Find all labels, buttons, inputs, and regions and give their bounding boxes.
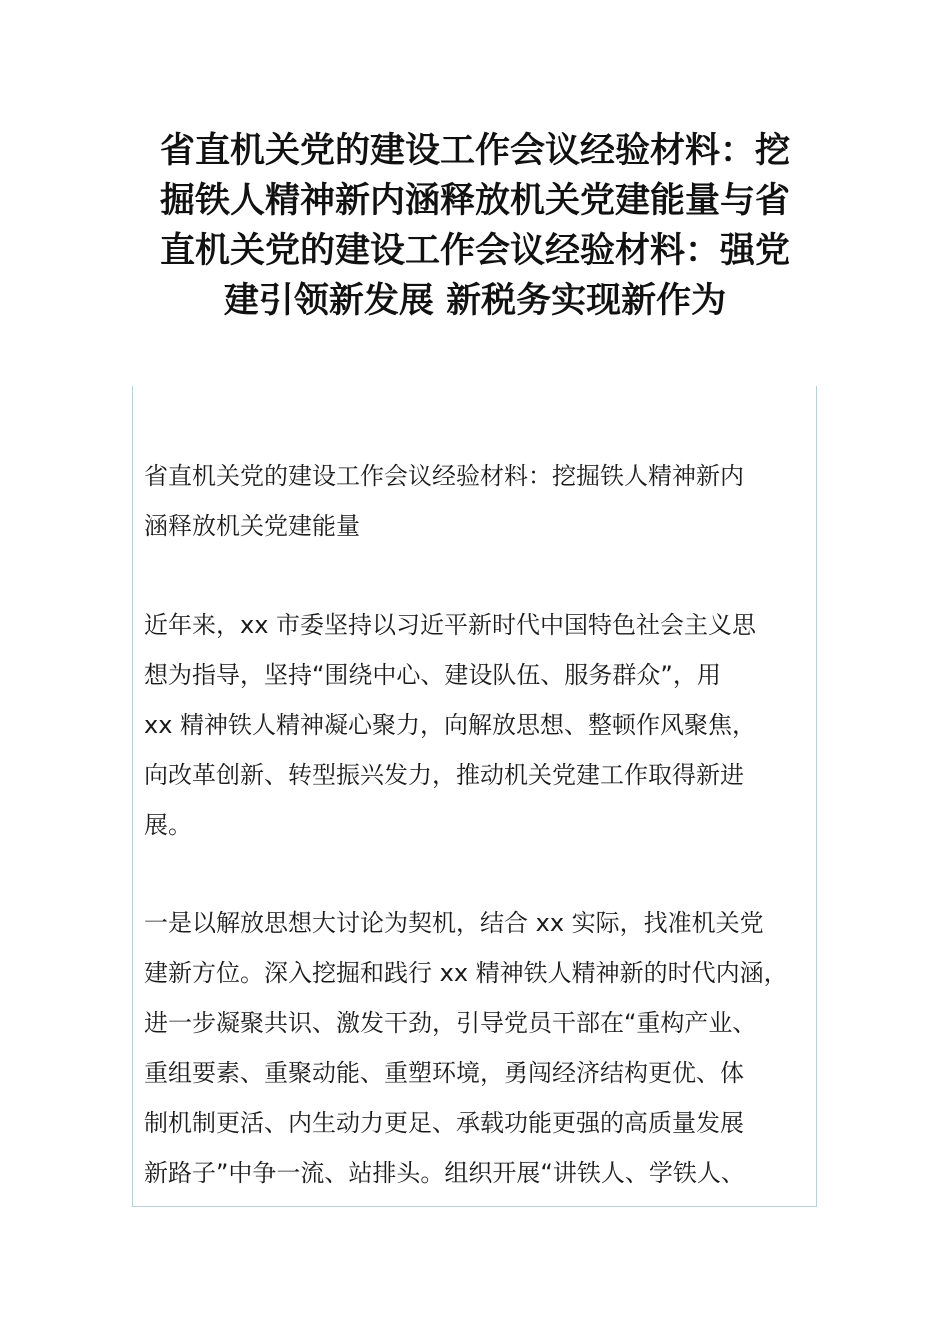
title-line: 省直机关党的建设工作会议经验材料：挖 bbox=[159, 131, 790, 171]
paragraph-line: 展。 bbox=[144, 811, 192, 839]
paragraph-line: 建新方位。深入挖掘和践行 xx 精神铁人精神新的时代内涵， bbox=[144, 959, 788, 987]
paragraph-line: 重组要素、重聚动能、重塑环境，勇闯经济结构更优、体 bbox=[144, 1059, 744, 1087]
subtitle-line: 涵释放机关党建能量 bbox=[144, 512, 360, 540]
paragraph-line: 进一步凝聚共识、激发干劲，引导党员干部在“重构产业、 bbox=[144, 1009, 757, 1037]
paragraph-line: 一是以解放思想大讨论为契机，结合 xx 实际，找准机关党 bbox=[144, 909, 764, 937]
paragraph-line: 向改革创新、转型振兴发力，推动机关党建工作取得新进 bbox=[144, 761, 744, 789]
title-line: 掘铁人精神新内涵释放机关党建能量与省 bbox=[159, 181, 790, 221]
paragraph-line: 想为指导，坚持“围绕中心、建设队伍、服务群众”，用 bbox=[144, 661, 721, 689]
title-line: 建引领新发展 新税务实现新作为 bbox=[223, 281, 727, 321]
paragraph-line: 近年来，xx 市委坚持以习近平新时代中国特色社会主义思 bbox=[144, 611, 757, 639]
subtitle-line: 省直机关党的建设工作会议经验材料：挖掘铁人精神新内 bbox=[144, 462, 744, 490]
document-title bbox=[150, 126, 800, 326]
title-line: 直机关党的建设工作会议经验材料：强党 bbox=[159, 231, 790, 271]
paragraph-line: 新路子”中争一流、站排头。组织开展“讲铁人、学铁人、 bbox=[144, 1159, 745, 1187]
paragraph-line: xx 精神铁人精神凝心聚力，向解放思想、整顿作风聚焦， bbox=[144, 711, 757, 739]
paragraph-line: 制机制更活、内生动力更足、承载功能更强的高质量发展 bbox=[144, 1109, 744, 1137]
